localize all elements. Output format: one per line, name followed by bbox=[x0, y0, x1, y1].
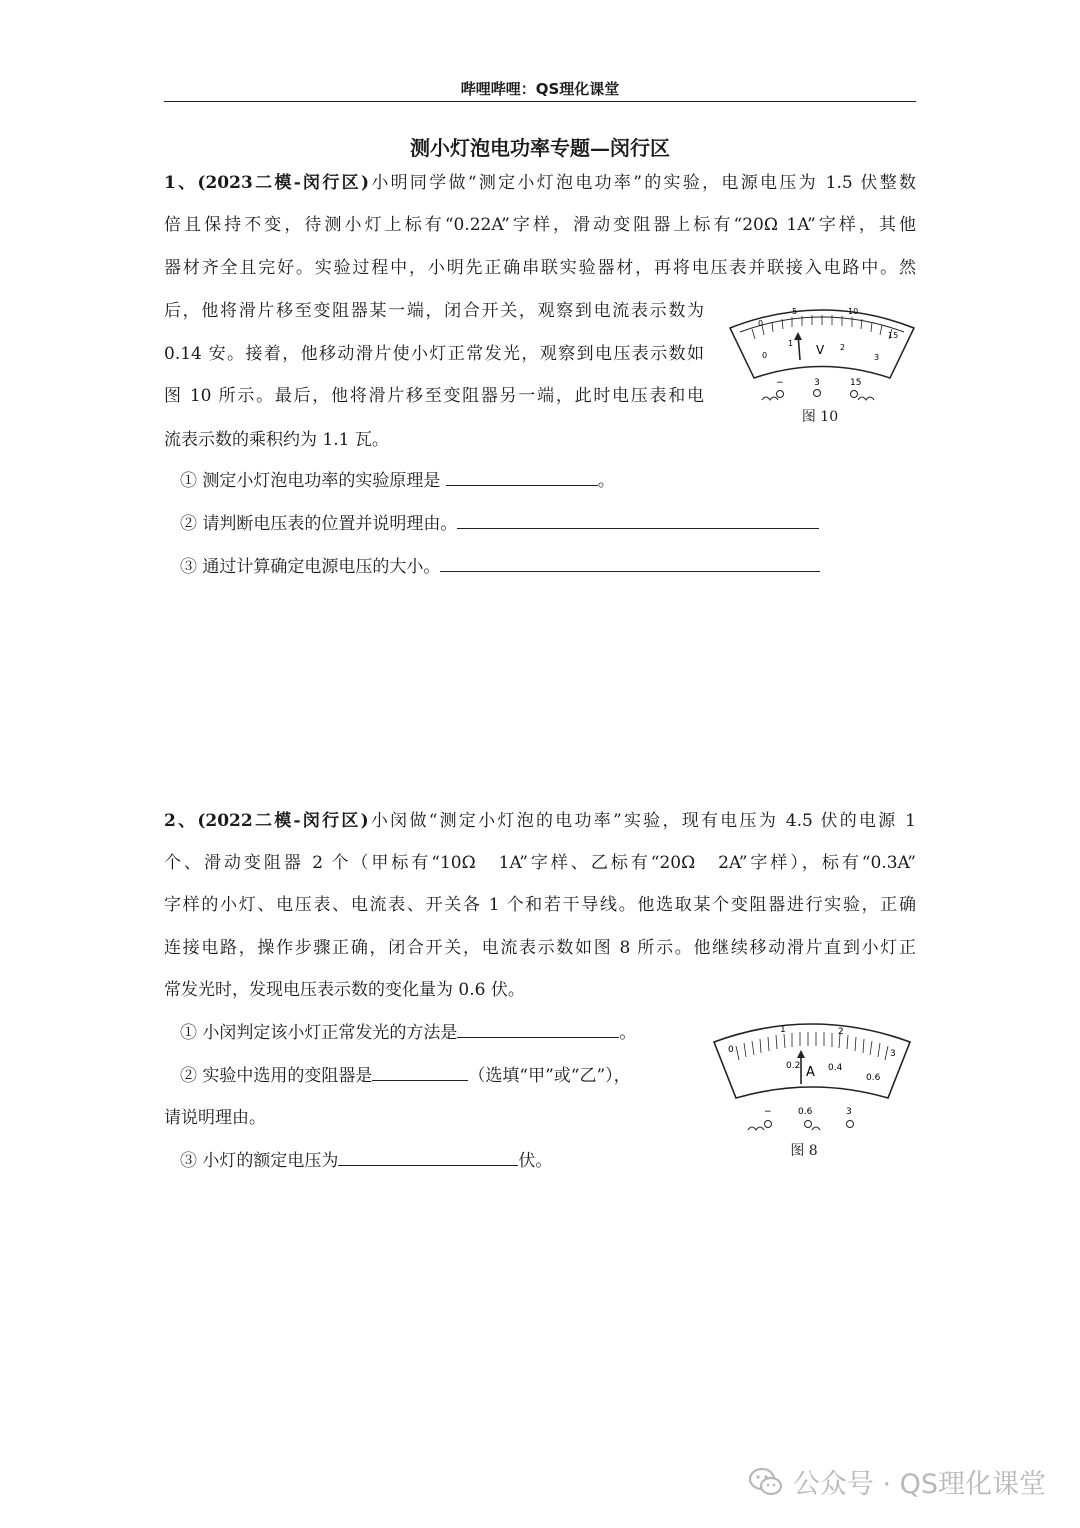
watermark-text: 公众号 · QS理化课堂 bbox=[792, 1469, 1046, 1500]
scale-label: 10 bbox=[848, 307, 859, 316]
terminal-icon bbox=[805, 1121, 812, 1128]
scale-label: 3 bbox=[890, 1049, 896, 1059]
q1-line-1: 1、(2023二模-闵行区)小明同学做“测定小灯泡电功率”的实验，电源电压为 1.5 伏整数 bbox=[164, 173, 916, 193]
terminal-label: − bbox=[764, 1107, 772, 1117]
scale-label: 0 bbox=[762, 351, 768, 360]
q2-line-1: 2、(2022二模-闵行区)小闵做“测定小灯泡的电功率”实验，现有电压为 4.5 伏的电源 1 bbox=[164, 811, 916, 831]
page-header: 哔哩哔哩：QS理化课堂 bbox=[460, 80, 620, 98]
figure-8-caption: 图 8 bbox=[790, 1143, 818, 1159]
q1-tag: 1、(2023二模-闵行区) bbox=[164, 173, 370, 193]
scale-label: 0.4 bbox=[828, 1063, 843, 1073]
meter-unit: A bbox=[806, 1065, 815, 1080]
terminal-icon bbox=[777, 391, 784, 398]
scale-label: 1 bbox=[780, 1025, 786, 1035]
figure-10-caption: 图 10 bbox=[801, 409, 839, 425]
scale-label: 0.2 bbox=[786, 1061, 801, 1071]
answer-blank[interactable] bbox=[457, 1019, 619, 1038]
terminal-icon bbox=[851, 391, 858, 398]
answer-blank[interactable] bbox=[440, 553, 820, 572]
meter-unit: V bbox=[816, 343, 825, 357]
answer-blank[interactable] bbox=[446, 467, 598, 486]
q1-line-2: 倍且保持不变，待测小灯上标有“0.22A”字样，滑动变阻器上标有“20Ω 1A”字样，其他 bbox=[164, 215, 916, 235]
scale-label: 15 bbox=[888, 331, 899, 340]
scale-label: 0 bbox=[728, 1045, 734, 1055]
page-title: 测小灯泡电功率专题—闵行区 bbox=[410, 136, 670, 160]
terminal-icon bbox=[814, 390, 821, 397]
scale-label: 5 bbox=[792, 307, 798, 316]
q1-line-4: 后，他将滑片移至变阻器某一端，闭合开关，观察到电流表示数为 bbox=[164, 301, 704, 321]
q2-tag: 2、(2022二模-闵行区) bbox=[164, 811, 369, 831]
scale-label: 1 bbox=[788, 339, 794, 348]
watermark bbox=[749, 1462, 1046, 1501]
q1-line-3: 器材齐全且完好。实验过程中，小明先正确串联实验器材，再将电压表并联接入电路中。然 bbox=[164, 258, 916, 278]
answer-blank[interactable] bbox=[457, 510, 819, 529]
q1-line-6: 图 10 所示。最后，他将滑片移至变阻器另一端，此时电压表和电 bbox=[164, 386, 704, 406]
scale-label: 2 bbox=[840, 343, 846, 352]
terminal-label: − bbox=[776, 378, 784, 388]
q1-sub-3: ③ 通过计算确定电源电压的大小。 bbox=[180, 552, 820, 577]
q2-sub-3: ③ 小灯的额定电压为 伏。 bbox=[180, 1146, 552, 1171]
q2-sub-2: ② 实验中选用的变阻器是 （选填“甲”或“乙”）， bbox=[180, 1061, 631, 1086]
answer-blank[interactable] bbox=[338, 1147, 518, 1166]
q1-sub-2: ② 请判断电压表的位置并说明理由。 bbox=[180, 509, 819, 534]
terminal-label: 0.6 bbox=[798, 1107, 813, 1117]
q2-line-5: 常发光时，发现电压表示数的变化量为 0.6 伏。 bbox=[164, 980, 525, 1000]
q2-line-2: 个、滑动变阻器 2 个（甲标有“10Ω 1A”字样、乙标有“20Ω 2A”字样），标有“0.3A” bbox=[164, 853, 916, 873]
terminal-icon bbox=[765, 1121, 772, 1128]
scale-label: 0.6 bbox=[866, 1073, 881, 1083]
q1-line-7: 流表示数的乘积约为 1.1 瓦。 bbox=[164, 430, 389, 450]
q2-sub-2-cont: 请说明理由。 bbox=[164, 1108, 266, 1128]
header-rule bbox=[164, 101, 916, 102]
terminal-label: 15 bbox=[850, 378, 862, 388]
scale-label: 3 bbox=[874, 353, 880, 362]
q2-sub-1: ① 小闵判定该小灯正常发光的方法是 。 bbox=[180, 1018, 636, 1043]
scale-label: 0 bbox=[758, 319, 764, 328]
answer-blank[interactable] bbox=[372, 1062, 468, 1081]
q2-line-4: 连接电路，操作步骤正确，闭合开关，电流表示数如图 8 所示。他继续移动滑片直到小灯正 bbox=[164, 938, 916, 958]
q1-line-5: 0.14 安。接着，他移动滑片使小灯正常发光，观察到电压表示数如 bbox=[164, 344, 704, 364]
terminal-label: 3 bbox=[846, 1107, 852, 1117]
wechat-icon bbox=[749, 1467, 783, 1497]
terminal-label: 3 bbox=[814, 378, 820, 388]
terminal-icon bbox=[847, 1121, 854, 1128]
voltmeter-figure bbox=[722, 300, 922, 405]
q1-sub-1: ① 测定小灯泡电功率的实验原理是 。 bbox=[180, 466, 615, 491]
scale-label: 2 bbox=[838, 1027, 844, 1037]
q2-line-3: 字样的小灯、电压表、电流表、开关各 1 个和若干导线。他选取某个变阻器进行实验，正确 bbox=[164, 895, 916, 915]
ammeter-figure bbox=[708, 1014, 916, 1138]
